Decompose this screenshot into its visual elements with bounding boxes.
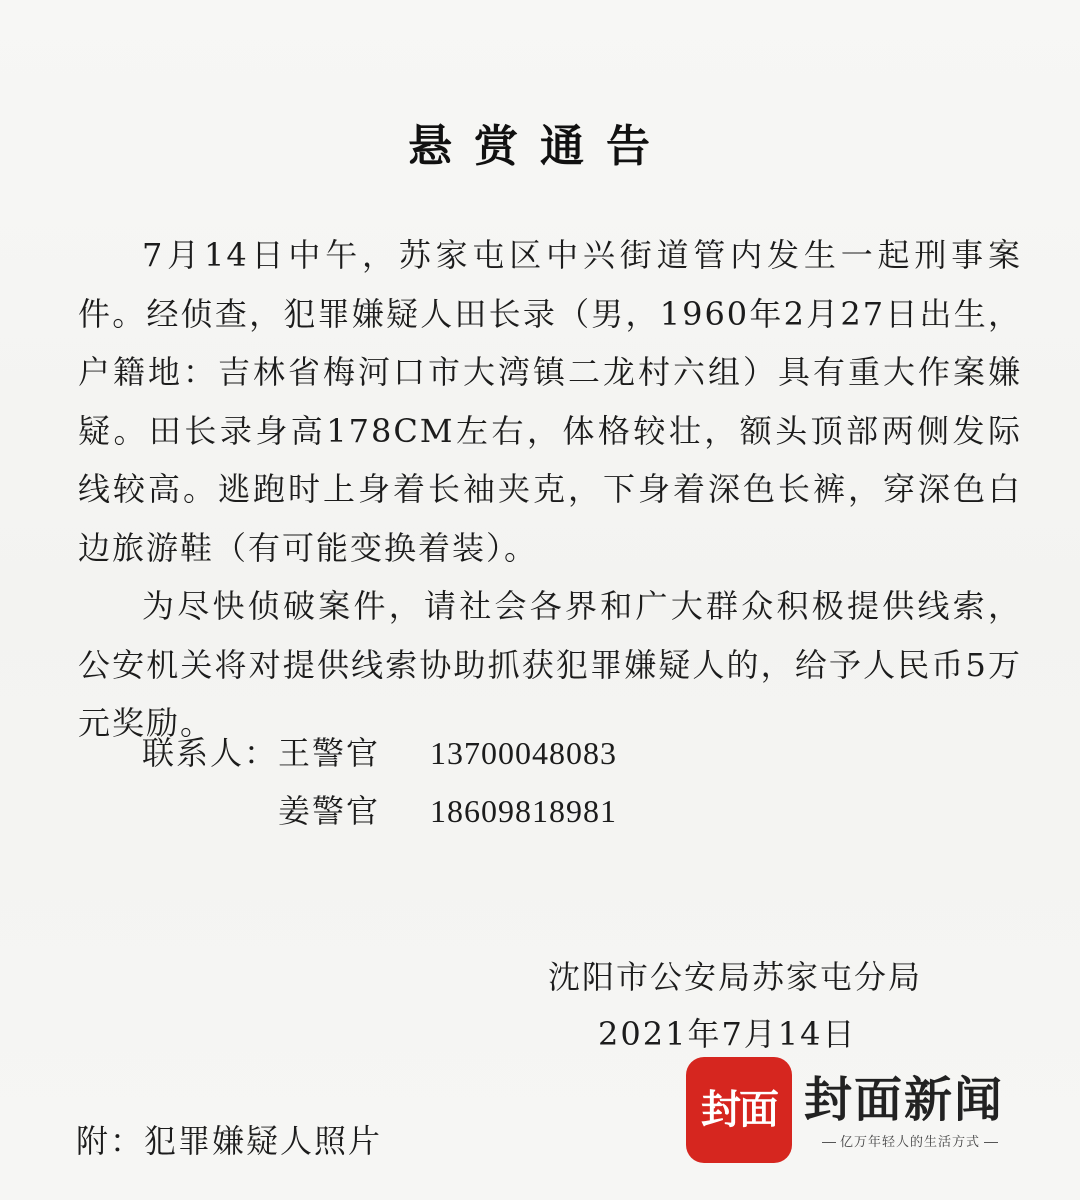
contact-name: 王警官 bbox=[278, 734, 381, 772]
paragraph-case-description: 7月14日中午，苏家屯区中兴街道管内发生一起刑事案件。经侦查，犯罪嫌疑人田长录（男，1960年2月27日出生，户籍地：吉林省梅河口市大湾镇二龙村六组）具有重大作案嫌疑。田长录身高178CM左右，体格较壮，额头顶部两侧发际线较高。逃跑时上身着长袖夹克，下身着深色长裤，穿深色白边旅游鞋（有可能变换着装）。 bbox=[78, 236, 1022, 567]
contact-name: 姜警官 bbox=[278, 792, 381, 830]
contact-phone: 13700048083 bbox=[430, 735, 617, 771]
logo-mark: 封面 bbox=[686, 1057, 792, 1163]
notice-body bbox=[78, 226, 1022, 753]
contact-block bbox=[142, 724, 617, 840]
logo-name: 封面新闻 bbox=[804, 1072, 1005, 1128]
logo-slogan: 亿万年轻人的生活方式 bbox=[804, 1131, 1016, 1150]
watermark-logo bbox=[686, 1055, 1046, 1165]
attachment-note: 附：犯罪嫌疑人照片 bbox=[76, 1122, 383, 1160]
contact-phone: 18609818981 bbox=[430, 793, 617, 829]
contact-row bbox=[142, 724, 617, 782]
paragraph-reward: 为尽快侦破案件，请社会各界和广大群众积极提供线索，公安机关将对提供线索协助抓获犯罪嫌疑人的，给予人民币5万元奖励。 bbox=[78, 587, 1022, 742]
notice-title: 悬赏通告 bbox=[408, 121, 672, 172]
issuer-name: 沈阳市公安局苏家屯分局 bbox=[548, 958, 923, 996]
issue-date: 2021年7月14日 bbox=[598, 1015, 857, 1053]
contact-label: 联系人： bbox=[142, 734, 279, 772]
contact-row bbox=[142, 782, 617, 840]
